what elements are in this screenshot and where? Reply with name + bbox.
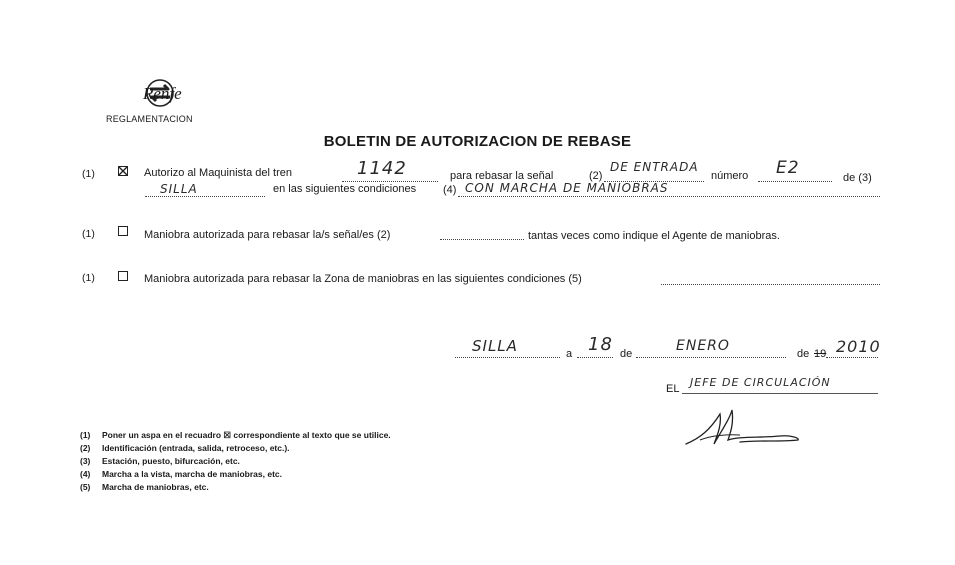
de-label: de [620, 348, 633, 360]
conditions-field[interactable]: CON MARCHA DE MANIOBRAS [465, 181, 669, 195]
option1-text-c: número [711, 170, 749, 182]
footnote-5: (5) Marcha de maniobras, etc. [80, 482, 209, 492]
de2-label: de [797, 348, 810, 360]
option2-text-a: Maniobra autorizada para rebasar la/s señal/es (2) [144, 229, 391, 241]
el-label: EL [666, 383, 680, 395]
place-field-line [455, 357, 560, 358]
footnote-2: (2) Identificación (entrada, salida, retroceso, etc.). [80, 443, 290, 453]
month-field-line [636, 357, 786, 358]
place-field[interactable]: SILLA [472, 337, 518, 355]
brand-name: Renfe [143, 84, 182, 103]
signal-number-field[interactable]: E2 [776, 158, 800, 178]
a-label: a [566, 348, 573, 360]
train-number-field[interactable]: 1142 [357, 158, 407, 179]
conditions-field-line [458, 196, 880, 197]
number-field-line [758, 181, 832, 182]
role-field[interactable]: JEFE DE CIRCULACIÓN [690, 376, 831, 389]
day-field-line [577, 357, 613, 358]
signature-image [680, 400, 805, 450]
option3-text-a: Maniobra autorizada para rebasar la Zona de maniobras en las siguientes condiciones (5) [144, 273, 582, 285]
option2-ref: (1) [82, 228, 95, 240]
year-field-line [826, 357, 878, 358]
footnote-4: (4) Marcha a la vista, marcha de maniobras, etc. [80, 469, 282, 479]
option1-text-a: Autorizo al Maquinista del tren [144, 167, 292, 179]
station-field-line [145, 196, 265, 197]
option1-ref2: (2) [589, 170, 603, 182]
option1-ref: (1) [82, 168, 95, 180]
station-field[interactable]: SILLA [160, 182, 198, 196]
option1-text-b: para rebasar la señal [450, 170, 554, 182]
option1-text-e: en las siguientes condiciones [273, 183, 417, 195]
option2-field-line[interactable] [440, 239, 524, 240]
signal-field[interactable]: DE ENTRADA [610, 160, 699, 174]
year-field[interactable]: 2010 [836, 337, 881, 356]
option3-ref: (1) [82, 272, 95, 284]
option2-text-b: tantas veces como indique el Agente de maniobras. [528, 230, 780, 242]
train-field-line [342, 181, 438, 182]
option3-field-line[interactable] [661, 284, 880, 285]
check-x-icon [118, 166, 128, 176]
printed-year-prefix: 19 [814, 348, 827, 360]
footnote-1: (1) Poner un aspa en el recuadro ☒ correspondiente al texto que se utilice. [80, 430, 391, 440]
option1-ref4: (4) [443, 184, 457, 196]
role-field-line [682, 393, 878, 394]
footnote-3: (3) Estación, puesto, bifurcación, etc. [80, 456, 240, 466]
option1-checkbox[interactable] [118, 166, 128, 176]
form-title: BOLETIN DE AUTORIZACION DE REBASE [323, 133, 632, 150]
day-field[interactable]: 18 [588, 334, 613, 355]
option2-checkbox[interactable] [118, 226, 128, 236]
option1-text-d: de (3) [843, 172, 872, 184]
option3-checkbox[interactable] [118, 271, 128, 281]
month-field[interactable]: ENERO [676, 338, 730, 354]
department-label: REGLAMENTACION [106, 114, 193, 124]
